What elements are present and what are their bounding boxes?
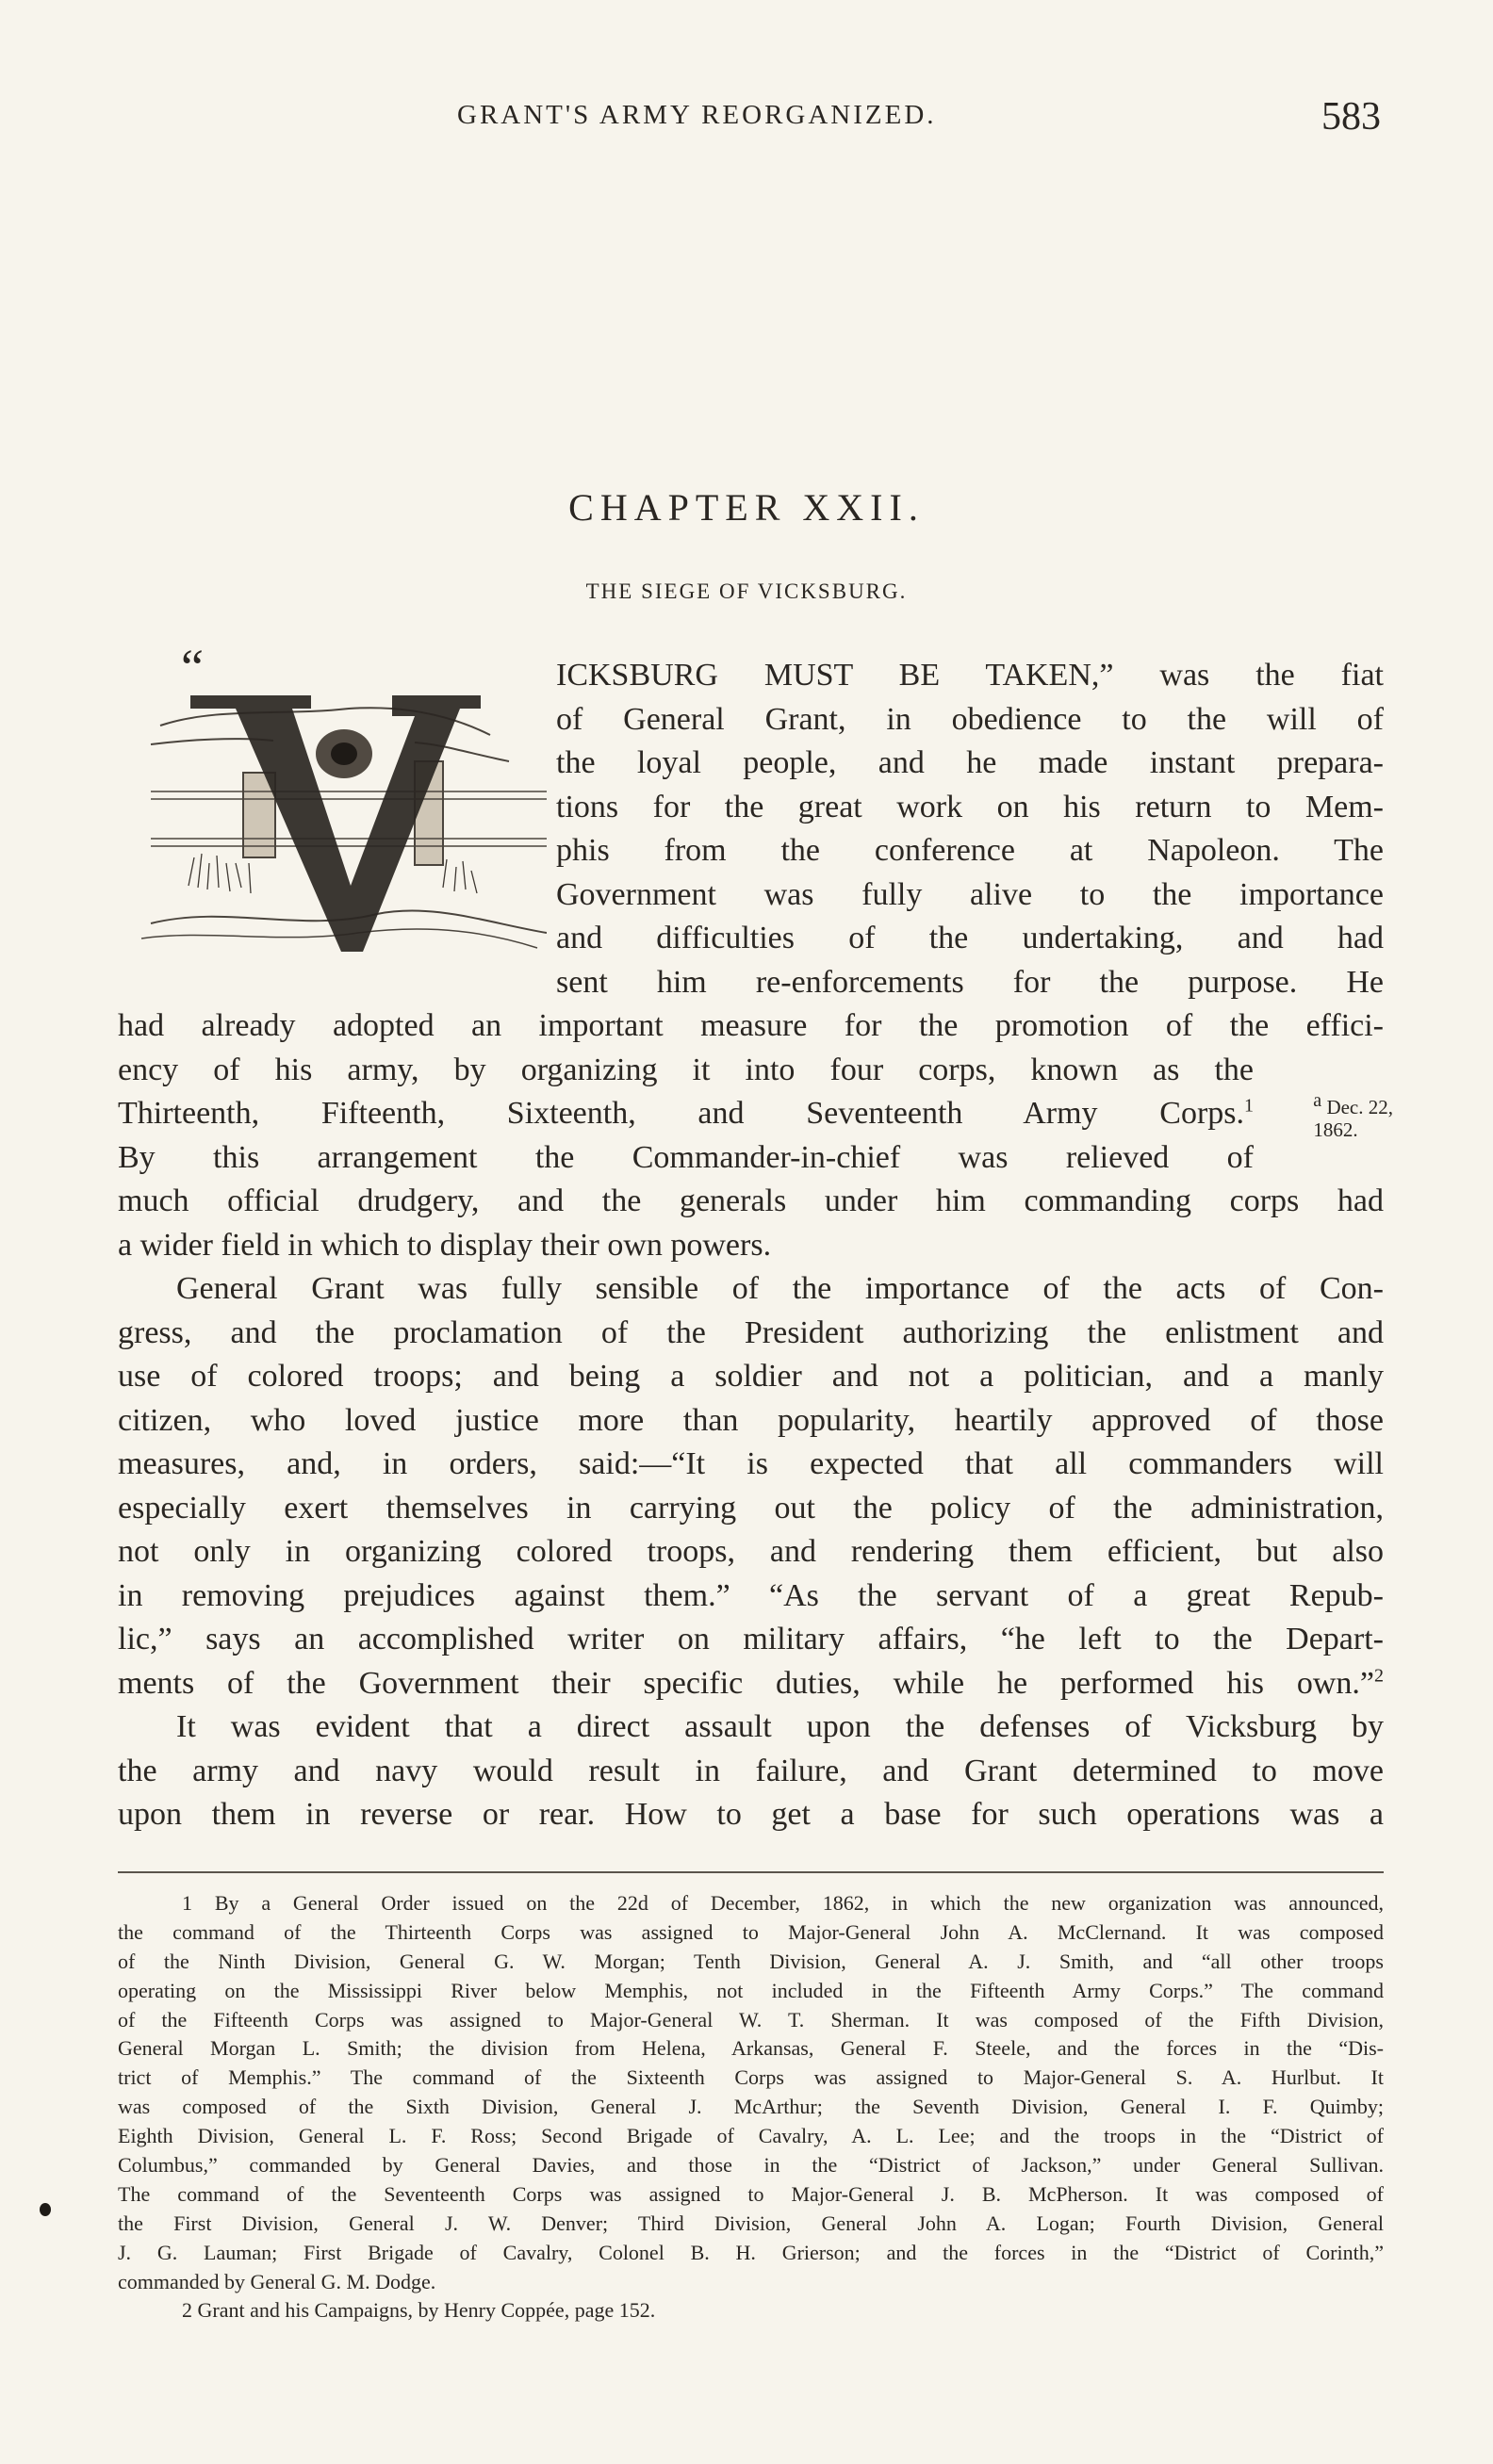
footnote-line: 2 Grant and his Campaigns, by Henry Coppée, page 152. — [182, 2298, 656, 2323]
text-line: General Grant was fully sensible of the importance of the acts of Con- — [176, 1271, 1384, 1306]
text-line: ICKSBURG MUST BE TAKEN,” was the fiat — [556, 658, 1384, 693]
text-line: It was evident that a direct assault upon the defenses of Vicksburg by — [176, 1709, 1384, 1744]
text-line: especially exert themselves in carrying out the policy of the administration, — [118, 1490, 1384, 1526]
drop-cap-illustration — [132, 650, 547, 971]
text-line: much official drudgery, and the generals under him commanding corps had — [118, 1183, 1384, 1218]
text-line: measures, and, in orders, said:—“It is expected that all commanders will — [118, 1446, 1384, 1481]
text-line: tions for the great work on his return to Mem- — [556, 789, 1384, 824]
text-line: not only in organizing colored troops, and rendering them efficient, but also — [118, 1534, 1384, 1569]
page-header — [118, 94, 1381, 151]
footnote-line: of the Fifteenth Corps was assigned to Major-General W. T. Sherman. It was composed of the Fifth Division, — [118, 2007, 1384, 2032]
footnote-line: the First Division, General J. W. Denver; Third Division, General John A. Logan; Fourth Division, General — [118, 2211, 1384, 2235]
margin-note-year: 1862. — [1313, 1118, 1358, 1141]
margin-note — [1274, 1090, 1397, 1141]
text-line: sent him re-enforcements for the purpose. He — [556, 964, 1384, 1000]
chapter-subtitle: THE SIEGE OF VICKSBURG. — [585, 579, 908, 603]
text-line: ments of the Government their specific duties, while he performed his own.”$^2$ — [118, 1665, 1384, 1701]
footnote-line: 1 By a General Order issued on the 22d of December, 1862, in which the new organization was announced, — [182, 1891, 1384, 1915]
margin-note-date: a Dec. 22, — [1313, 1090, 1393, 1118]
page-number: 583 — [1321, 95, 1381, 139]
text-line: upon them in reverse or rear. How to get a base for such operations was a — [118, 1797, 1384, 1832]
text-line: had already adopted an important measure for the promotion of the effici- — [118, 1008, 1384, 1043]
text-line: Thirteenth, Fifteenth, Sixteenth, and Seventeenth Army Corps.$^1$ — [118, 1095, 1254, 1131]
text-line: phis from the conference at Napoleon. The — [556, 833, 1384, 868]
text-line: a wider field in which to display their own powers. — [118, 1227, 772, 1263]
footnote-line: was composed of the Sixth Division, General J. McArthur; the Seventh Division, General I. F. Quimby; — [118, 2095, 1384, 2119]
footnote-line: The command of the Seventeenth Corps was assigned to Major-General J. B. McPherson. It was composed of — [118, 2181, 1384, 2206]
text-line: the loyal people, and he made instant prepara- — [556, 745, 1384, 780]
footnote-line: trict of Memphis.” The command of the Sixteenth Corps was assigned to Major-General S. A. Hurlbut. It — [118, 2065, 1384, 2090]
drop-cap-quote-mark: “ — [181, 650, 204, 695]
text-line: in removing prejudices against them.” “As the servant of a great Repub- — [118, 1577, 1384, 1613]
text-line: and difficulties of the undertaking, and had — [556, 921, 1384, 955]
footnote-line: J. G. Lauman; First Brigade of Cavalry, Colonel B. H. Grierson; and the forces in the “District of Corinth,” — [118, 2240, 1384, 2264]
opening-paragraph — [556, 654, 1384, 1004]
footnote-line: of the Ninth Division, General G. W. Morgan; Tenth Division, General A. J. Smith, and “all other troops — [118, 1949, 1384, 1973]
footnote-line: the command of the Thirteenth Corps was assigned to Major-General John A. McClernand. It was composed — [118, 1919, 1384, 1944]
footnote-ref-2: 2 — [1374, 1665, 1384, 1687]
text-line: ency of his army, by organizing it into four corps, known as the — [118, 1052, 1254, 1087]
text-line: of General Grant, in obedience to the will of — [556, 701, 1384, 737]
chapter-title: CHAPTER XXII. — [568, 486, 925, 529]
text-line: use of colored troops; and being a soldier and not a politician, and a manly — [118, 1359, 1384, 1394]
footnote-line: Columbus,” commanded by General Davies, and those in the “District of Jackson,” under General Sullivan. — [118, 2153, 1384, 2178]
ink-spot — [40, 2203, 51, 2216]
drop-cap-letter: V — [132, 650, 133, 651]
text-line: By this arrangement the Commander-in-chief was relieved of — [118, 1139, 1254, 1175]
text-line: the army and navy would result in failure, and Grant determined to move — [118, 1753, 1384, 1788]
text-line: gress, and the proclamation of the President authorizing the enlistment and — [118, 1314, 1384, 1350]
running-head: GRANT'S ARMY REORGANIZED. — [457, 100, 937, 130]
text-line: citizen, who loved justice more than popularity, heartily approved of those — [118, 1402, 1384, 1438]
footnote-line: General Morgan L. Smith; the division from Helena, Arkansas, General F. Steele, and the forces in the “Dis- — [118, 2036, 1384, 2061]
footnote-line: operating on the Mississippi River below Memphis, not included in the Fifteenth Army Corps.” The command — [118, 1978, 1384, 2002]
footnote-divider — [118, 1871, 1384, 1873]
body-text — [118, 1004, 1384, 1837]
footnote-line: commanded by General G. M. Dodge. — [118, 2269, 436, 2293]
text-line: Government was fully alive to the importance — [556, 876, 1384, 912]
margin-note-marker: a — [1313, 1090, 1322, 1111]
text-line: lic,” says an accomplished writer on military affairs, “he left to the Depart- — [118, 1622, 1384, 1656]
footnotes — [118, 1889, 1384, 2325]
footnote-ref-1: 1 — [1244, 1095, 1254, 1117]
footnote-line: Eighth Division, General L. F. Ross; Second Brigade of Cavalry, A. L. Lee; and the troops in the “District of — [118, 2124, 1384, 2148]
